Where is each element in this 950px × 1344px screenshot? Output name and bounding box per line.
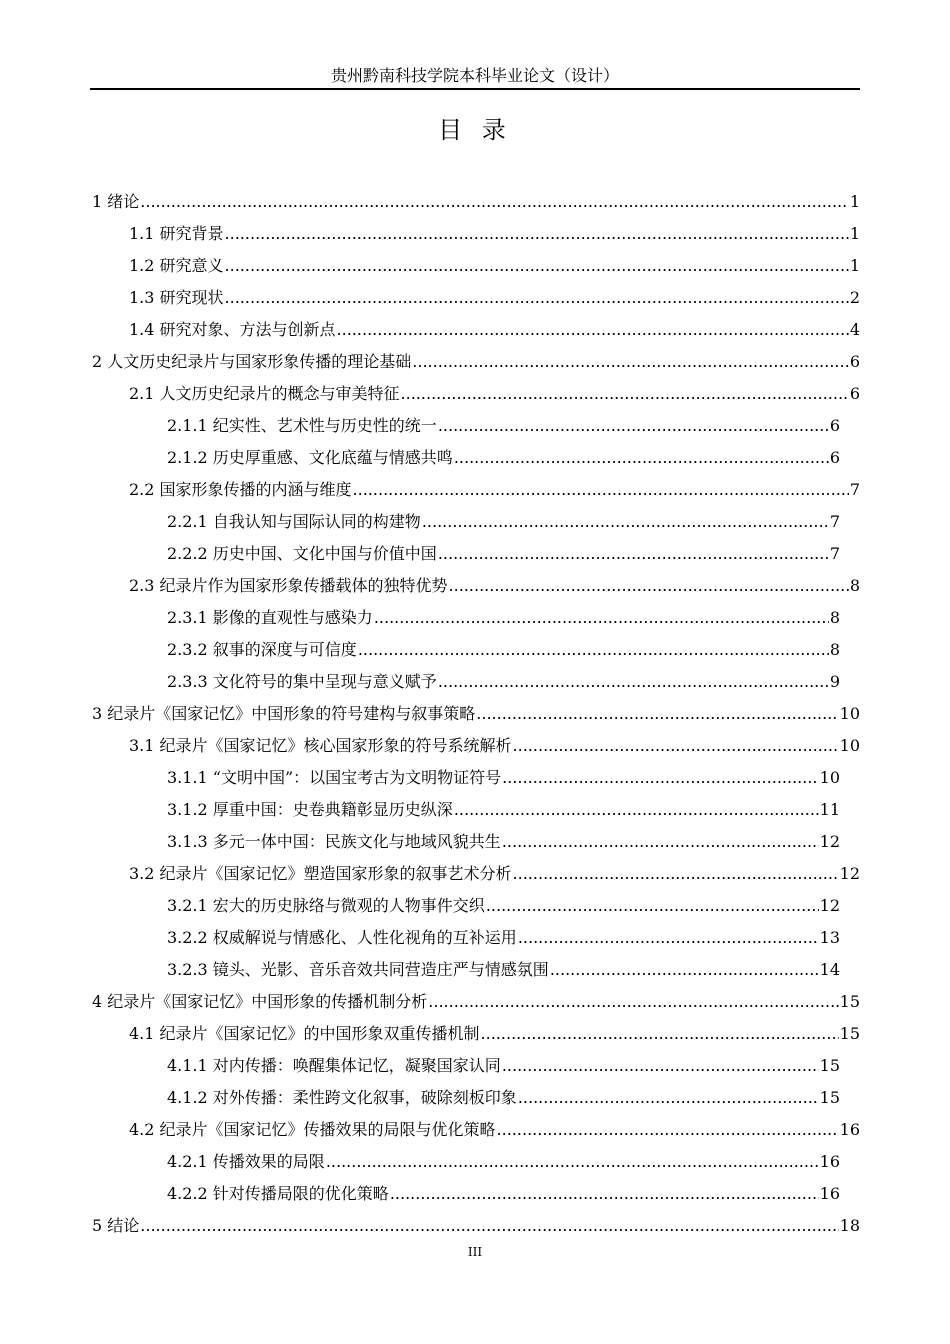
toc-dot-leader: [140, 192, 849, 212]
toc-entry[interactable]: [90, 692, 860, 724]
toc-dot-leader: [502, 768, 818, 788]
toc-dot-leader: [502, 1056, 819, 1076]
toc-entry-label: 4.1.1 对内传播：唤醒集体记忆，凝聚国家认同: [167, 1056, 501, 1075]
toc-entry-page: 12: [819, 896, 840, 915]
toc-dot-leader: [358, 640, 829, 660]
toc-entry-label: 1.1 研究背景: [129, 224, 224, 243]
toc-entry[interactable]: [90, 916, 860, 948]
toc-dot-leader: [449, 576, 849, 596]
toc-entry-page: 13: [819, 928, 840, 947]
toc-dot-leader: [337, 320, 849, 340]
toc-entry-label: 4 纪录片《国家记忆》中国形象的传播机制分析: [92, 992, 428, 1011]
toc-entry-page: 12: [819, 832, 840, 851]
toc-dot-leader: [225, 288, 849, 308]
toc-entry[interactable]: [90, 1044, 860, 1076]
toc-entry-page: 9: [829, 672, 840, 691]
toc-entry-label: 4.2.2 针对传播局限的优化策略: [167, 1184, 389, 1203]
toc-entry-label: 2.1.1 纪实性、艺术性与历史性的统一: [167, 416, 437, 435]
toc-entry-label: 2.1 人文历史纪录片的概念与审美特征: [129, 384, 400, 403]
page-header: 贵州黔南科技学院本科毕业论文（设计）: [330, 66, 619, 85]
toc-entry[interactable]: [90, 564, 860, 596]
toc-entry-label: 1.4 研究对象、方法与创新点: [129, 320, 336, 339]
toc-entry[interactable]: [90, 1012, 860, 1044]
toc-entry-page: 6: [829, 448, 840, 467]
toc-title: 目 录: [438, 116, 512, 144]
toc-entry-label: 4.2.1 传播效果的局限: [167, 1152, 325, 1171]
toc-entry-page: 7: [849, 480, 860, 499]
toc-entry-label: 3.2.2 权威解说与情感化、人性化视角的互补运用: [167, 928, 517, 947]
toc-entry-label: 4.2 纪录片《国家记忆》传播效果的局限与优化策略: [129, 1120, 496, 1139]
toc-entry[interactable]: [90, 724, 860, 756]
toc-entry-page: 15: [819, 1088, 840, 1107]
toc-entry[interactable]: [90, 436, 860, 468]
toc-entry-page: 7: [829, 512, 840, 531]
toc-entry-label: 1.2 研究意义: [129, 256, 224, 275]
toc-entry-label: 2.3.1 影像的直观性与感染力: [167, 608, 373, 627]
toc-entry-label: 2.2 国家形象传播的内涵与维度: [129, 480, 352, 499]
toc-entry-page: 14: [819, 960, 840, 979]
toc-entry[interactable]: [90, 468, 860, 500]
toc-entry[interactable]: [90, 244, 860, 276]
toc-entry[interactable]: [90, 276, 860, 308]
header-rule: [90, 88, 860, 90]
toc-dot-leader: [401, 384, 849, 404]
toc-entry-label: 3.2.3 镜头、光影、音乐音效共同营造庄严与情感氛围: [167, 960, 549, 979]
toc-entry-page: 10: [819, 768, 840, 787]
toc-entry[interactable]: [90, 1108, 860, 1140]
toc-entry-label: 3.1 纪录片《国家记忆》核心国家形象的符号系统解析: [129, 736, 512, 755]
toc-entry-label: 2.1.2 历史厚重感、文化底蕴与情感共鸣: [167, 448, 453, 467]
toc-entry-page: 2: [849, 288, 860, 307]
toc-dot-leader: [481, 1024, 839, 1044]
toc-entry-page: 6: [849, 352, 860, 371]
toc-dot-leader: [497, 1120, 839, 1140]
toc-entry-page: 1: [849, 224, 860, 243]
toc-dot-leader: [225, 224, 849, 244]
toc-entry-page: 15: [819, 1056, 840, 1075]
toc-entry[interactable]: [90, 596, 860, 628]
toc-entry-label: 3.2 纪录片《国家记忆》塑造国家形象的叙事艺术分析: [129, 864, 512, 883]
toc-entry[interactable]: [90, 340, 860, 372]
toc-entry-page: 10: [839, 704, 860, 723]
toc-dot-leader: [486, 896, 819, 916]
toc-dot-leader: [140, 1216, 838, 1236]
toc-entry-page: 7: [829, 544, 840, 563]
toc-entry-page: 4: [849, 320, 860, 339]
toc-entry-page: 8: [829, 608, 840, 627]
toc-entry[interactable]: [90, 308, 860, 340]
toc-entry[interactable]: [90, 180, 860, 212]
toc-entry-page: 16: [819, 1152, 840, 1171]
toc-entry-page: 11: [819, 800, 840, 819]
toc-entry[interactable]: [90, 1204, 860, 1236]
toc-entry[interactable]: [90, 1076, 860, 1108]
toc-dot-leader: [502, 832, 819, 852]
toc-entry-label: 3.1.2 厚重中国：史卷典籍彰显历史纵深: [167, 800, 453, 819]
toc-entry-page: 12: [839, 864, 860, 883]
toc-entry[interactable]: [90, 884, 860, 916]
toc-dot-leader: [428, 992, 838, 1012]
toc-entry-page: 6: [849, 384, 860, 403]
toc-entry[interactable]: [90, 980, 860, 1012]
toc-entry[interactable]: [90, 756, 860, 788]
toc-entry[interactable]: [90, 372, 860, 404]
toc-entry-label: 1.3 研究现状: [129, 288, 224, 307]
toc-dot-leader: [513, 864, 839, 884]
toc-entry[interactable]: [90, 212, 860, 244]
toc-dot-leader: [438, 416, 829, 436]
toc-entry-page: 16: [819, 1184, 840, 1203]
toc-entry-page: 15: [839, 992, 860, 1011]
toc-entry[interactable]: [90, 948, 860, 980]
toc-entry-page: 8: [829, 640, 840, 659]
toc-entry-label: 2.3.3 文化符号的集中呈现与意义赋予: [167, 672, 437, 691]
toc-entry[interactable]: [90, 532, 860, 564]
toc-entry-page: 1: [849, 256, 860, 275]
toc-entry-label: 4.1 纪录片《国家记忆》的中国形象双重传播机制: [129, 1024, 480, 1043]
toc-entry-page: 18: [839, 1216, 860, 1235]
toc-dot-leader: [513, 736, 839, 756]
toc-entry-label: 5 结论: [92, 1216, 140, 1235]
toc-entry-page: 16: [839, 1120, 860, 1139]
toc-dot-leader: [454, 448, 829, 468]
toc-dot-leader: [353, 480, 849, 500]
toc-entry-label: 2.2.1 自我认知与国际认同的构建物: [167, 512, 421, 531]
toc-entry[interactable]: [90, 820, 860, 852]
toc-entry-page: 8: [849, 576, 860, 595]
toc-entry-label: 2.3 纪录片作为国家形象传播载体的独特优势: [129, 576, 448, 595]
toc-entry-label: 2 人文历史纪录片与国家形象传播的理论基础: [92, 352, 412, 371]
toc-dot-leader: [476, 704, 838, 724]
toc-entry[interactable]: [90, 1140, 860, 1172]
toc-entry[interactable]: [90, 788, 860, 820]
toc-entry-label: 4.1.2 对外传播：柔性跨文化叙事，破除刻板印象: [167, 1088, 517, 1107]
toc-entry-label: 3 纪录片《国家记忆》中国形象的符号建构与叙事策略: [92, 704, 476, 723]
toc-dot-leader: [550, 960, 819, 980]
toc-entry[interactable]: [90, 852, 860, 884]
toc-dot-leader: [390, 1184, 819, 1204]
footer-page-number: III: [467, 1245, 483, 1259]
toc-dot-leader: [412, 352, 849, 372]
toc-entry-label: 3.1.1 “文明中国”：以国宝考古为文明物证符号: [167, 768, 502, 787]
toc-entry-page: 10: [839, 736, 860, 755]
toc-entry-page: 1: [849, 192, 860, 211]
toc-dot-leader: [422, 512, 829, 532]
toc-entry-label: 1 绪论: [92, 192, 140, 211]
toc-entry[interactable]: [90, 660, 860, 692]
toc-entry-label: 2.2.2 历史中国、文化中国与价值中国: [167, 544, 437, 563]
toc-entry[interactable]: [90, 404, 860, 436]
toc-entry-page: 15: [839, 1024, 860, 1043]
toc-dot-leader: [326, 1152, 819, 1172]
toc-entry-label: 3.1.3 多元一体中国：民族文化与地域风貌共生: [167, 832, 501, 851]
toc-entry[interactable]: [90, 500, 860, 532]
toc-dot-leader: [438, 544, 829, 564]
toc-entry-label: 3.2.1 宏大的历史脉络与微观的人物事件交织: [167, 896, 485, 915]
table-of-contents: [90, 180, 860, 1236]
toc-dot-leader: [454, 800, 819, 820]
toc-entry-page: 6: [829, 416, 840, 435]
toc-dot-leader: [518, 928, 819, 948]
toc-dot-leader: [225, 256, 849, 276]
toc-entry[interactable]: [90, 628, 860, 660]
toc-dot-leader: [374, 608, 829, 628]
toc-entry-label: 2.3.2 叙事的深度与可信度: [167, 640, 357, 659]
toc-dot-leader: [518, 1088, 819, 1108]
toc-dot-leader: [438, 672, 829, 692]
toc-entry[interactable]: [90, 1172, 860, 1204]
